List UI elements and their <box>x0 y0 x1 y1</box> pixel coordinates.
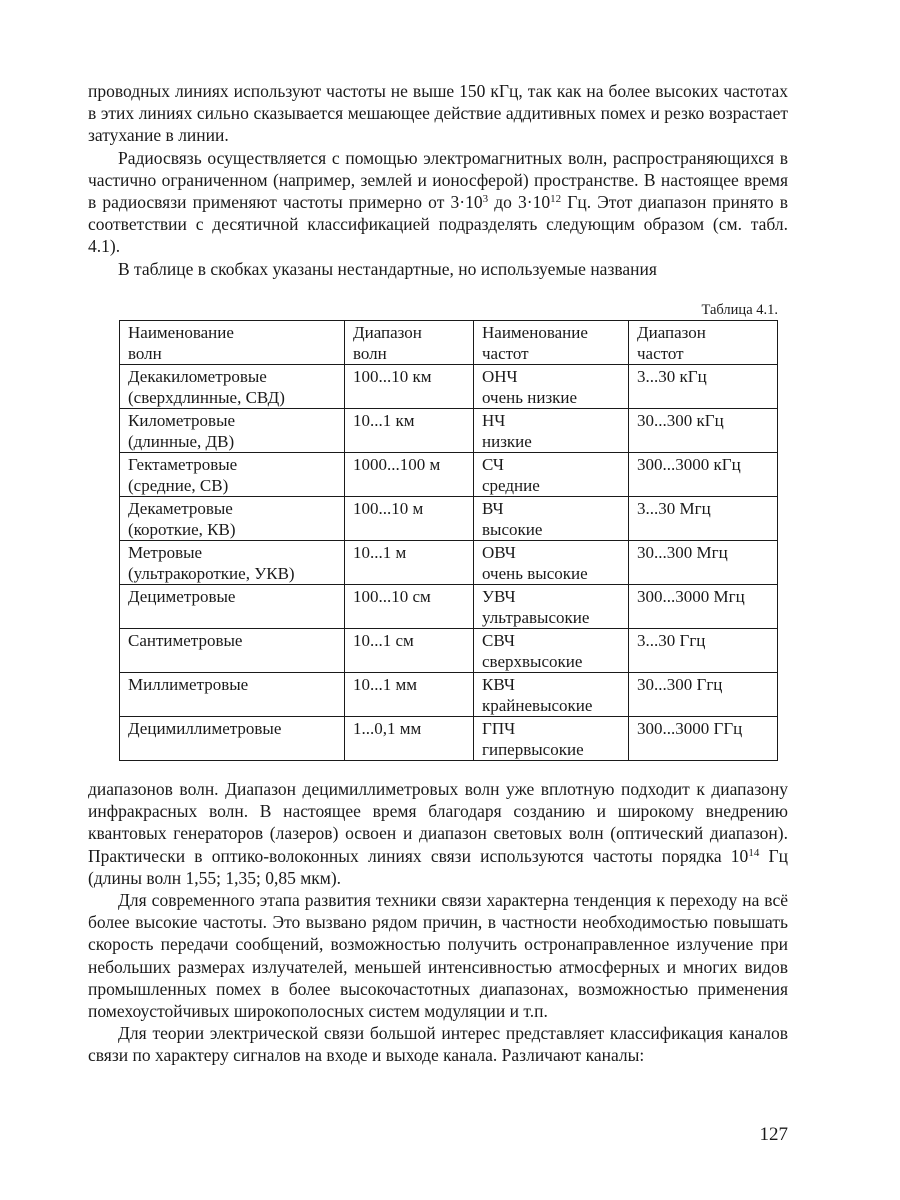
exponent: 12 <box>550 193 562 206</box>
page-number: 127 <box>759 1124 788 1145</box>
table-cell: Декакилометровые (сверхдлинные, СВД) <box>120 365 345 409</box>
paragraph-3: В таблице в скобках указаны нестандартные, но используемые названия <box>118 258 657 279</box>
text-block-bottom <box>88 778 788 1067</box>
table-cell: 1...0,1 мм <box>345 717 474 761</box>
table-row <box>120 409 778 453</box>
table-cell: 3...30 Мгц <box>629 497 778 541</box>
table-row <box>120 629 778 673</box>
table-cell: Декаметровые (короткие, КВ) <box>120 497 345 541</box>
table-row <box>120 585 778 629</box>
exponent: 14 <box>748 846 760 859</box>
paragraph-1: проводных линиях используют частоты не выше 150 кГц, так как на более высоких частотах в этих линиях сильно сказывается мешающее действие аддитивных помех и резко возрастает затухание в линии. <box>88 81 788 146</box>
table-cell: Дециметровые <box>120 585 345 629</box>
table-cell: 300...3000 ГГц <box>629 717 778 761</box>
table-row <box>120 365 778 409</box>
table-cell: 100...10 м <box>345 497 474 541</box>
table-cell: 300...3000 Мгц <box>629 585 778 629</box>
table-row <box>120 717 778 761</box>
table-cell: 100...10 см <box>345 585 474 629</box>
table-cell: Миллиметровые <box>120 673 345 717</box>
table-row <box>120 673 778 717</box>
table-cell: КВЧ крайневысокие <box>474 673 629 717</box>
table-cell: 30...300 Ггц <box>629 673 778 717</box>
table-cell: УВЧ ультравысокие <box>474 585 629 629</box>
paragraph-2: Радиосвязь осуществляется с помощью электромагнитных волн, распространяющихся в частично ограниченном (например, землей и ионосферой) пространстве. В настоящее время в радиосвязи применяют частоты примерно от $3\cdot 10^3$ до $3\cdot 10^{12}$ Гц. Этот диапазон принято в соответствии с десятичной классификацией подразделять следующим образом (см. табл. 4.1). <box>88 147 789 257</box>
table-cell: 10...1 мм <box>345 673 474 717</box>
table-cell: 1000...100 м <box>345 453 474 497</box>
table-cell: Метровые (ультракороткие, УКВ) <box>120 541 345 585</box>
table-cell: ОНЧ очень низкие <box>474 365 629 409</box>
table-cell: 10...1 м <box>345 541 474 585</box>
table-cell: ВЧ высокие <box>474 497 629 541</box>
text-block-top <box>88 80 788 280</box>
paragraph-4: диапазонов волн. Диапазон децимиллиметровых волн уже вплотную подходит к диапазону инфракрасных волн. В настоящее время благодаря созданию и широкому внедрению квантовых генераторов (лазеров) освоен и диапазон световых волн (оптический диапазон). Практически в оптико-волоконных линиях связи используются частоты порядка $10^{14}$ Гц (длины волн 1,55; 1,35; 0,85 мкм). <box>88 779 788 888</box>
exponent: 3 <box>482 193 489 206</box>
table-row <box>120 541 778 585</box>
paragraph-5: Для современного этапа развития техники связи характерна тенденция к переходу на всё более высокие частоты. Это вызвано рядом причин, в частности необходимостью повышать скорость передачи сообщений, возможностью получить остронаправленное излучение при небольших размерах излучателей, меньшей интенсивностью атмосферных и многих видов промышленных помех в более высокочастотных диапазонах, возможностью применения помехоустойчивых широкополосных систем модуляции и т.п. <box>88 890 788 1022</box>
table-cell: 10...1 км <box>345 409 474 453</box>
table-cell: Километровые (длинные, ДВ) <box>120 409 345 453</box>
table-cell: ОВЧ очень высокие <box>474 541 629 585</box>
table-cell: Сантиметровые <box>120 629 345 673</box>
header-cell: Наименование волн <box>120 321 345 365</box>
table-cell: 3...30 кГц <box>629 365 778 409</box>
table-cell: Гектаметровые (средние, СВ) <box>120 453 345 497</box>
header-cell: Диапазон волн <box>345 321 474 365</box>
table-cell: НЧ низкие <box>474 409 629 453</box>
header-cell: Диапазон частот <box>629 321 778 365</box>
table-row <box>120 453 778 497</box>
table-caption: Таблица 4.1. <box>701 302 778 318</box>
table-cell: 100...10 км <box>345 365 474 409</box>
table-cell: 10...1 см <box>345 629 474 673</box>
header-cell: Наименование частот <box>474 321 629 365</box>
table-cell: 30...300 Мгц <box>629 541 778 585</box>
table-header-row <box>120 321 778 365</box>
table-cell: СВЧ сверхвысокие <box>474 629 629 673</box>
frequency-table <box>119 320 778 761</box>
table-cell: Децимиллиметровые <box>120 717 345 761</box>
table-cell: СЧ средние <box>474 453 629 497</box>
table-row <box>120 497 778 541</box>
table-cell: 30...300 кГц <box>629 409 778 453</box>
table-cell: 300...3000 кГц <box>629 453 778 497</box>
table-cell: ГПЧ гипервысокие <box>474 717 629 761</box>
paragraph-6: Для теории электрической связи большой интерес представляет классификация каналов связи по характеру сигналов на входе и выходе канала. Различают каналы: <box>88 1023 788 1066</box>
table-cell: 3...30 Ггц <box>629 629 778 673</box>
